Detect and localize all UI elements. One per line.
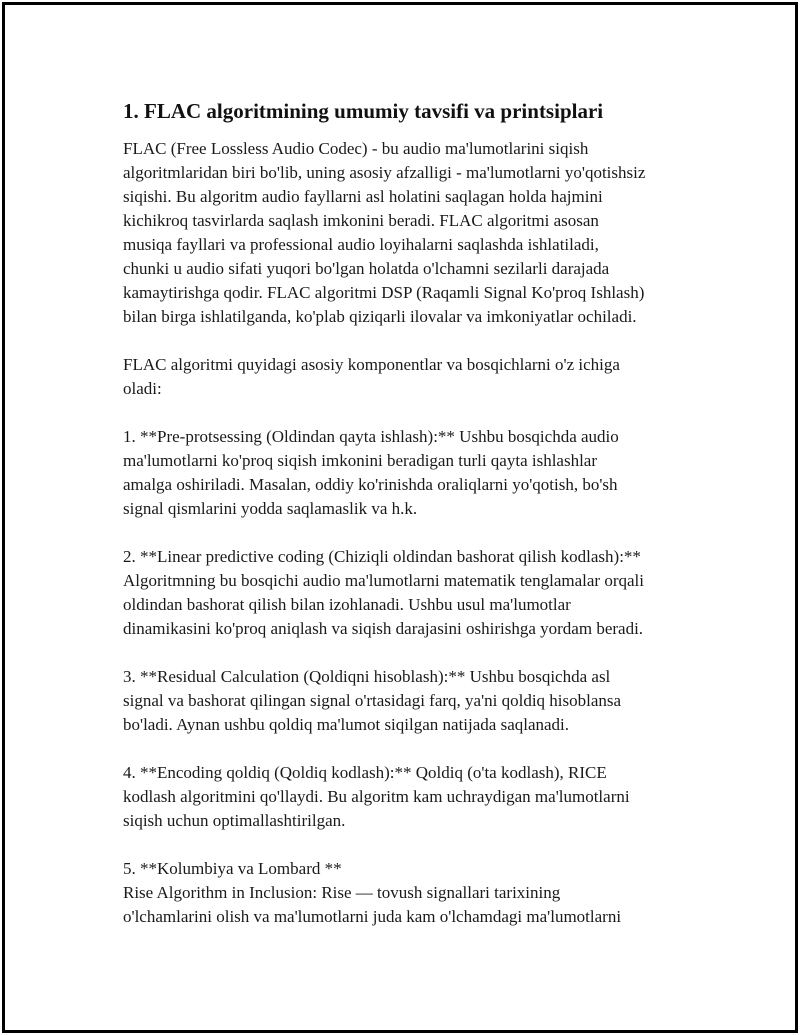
step-1-paragraph: 1. **Pre-protsessing (Oldindan qayta ishlash):** Ushbu bosqichda audio ma'lumotlarni ko'proq siqish imkonini beradigan turli qayta ishlashlar amalga oshiriladi. Masalan, oddiy ko'rinishda oraliqlarni yo'qotish, bo'sh signal qismlarini yodda saqlamaslik va h.k. xyxy=(123,427,619,518)
page-frame xyxy=(2,2,798,1033)
step-2-paragraph: 2. **Linear predictive coding (Chiziqli oldindan bashorat qilish kodlash):** Algoritmning bu bosqichi audio ma'lumotlarni matematik tenglamalar orqali oldindan bashorat qilish bilan izohlanadi. Ushbu usul ma'lumotlar dinamikasini ko'proq aniqlash va siqish darajasini oshirishga yordam beradi. xyxy=(123,547,644,638)
intro-paragraph: FLAC (Free Lossless Audio Codec) - bu audio ma'lumotlarini siqish algoritmlaridan biri bo'lib, uning asosiy afzalligi - ma'lumotlarni yo'qotishsiz siqishi. Bu algoritm audio fayllarni asl holatini saqlagan holda hajmini kichikroq tasvirlarda saqlash imkonini beradi. FLAC algoritmi asosan musiqa fayllari va professional audio loyihalarni saqlashda ishlatiladi, chunki u audio sifati yuqori bo'lgan holatda o'lchamni sezilarli darajada kamaytirishga qodir. FLAC algoritmi DSP (Raqamli Signal Ko'proq Ishlash) bilan birga ishlatilganda, ko'plab qiziqarli ilovalar va imkoniyatlar ochiladi. xyxy=(123,139,646,326)
step-3-paragraph: 3. **Residual Calculation (Qoldiqni hisoblash):** Ushbu bosqichda asl signal va bashorat qilingan signal o'rtasidagi farq, ya'ni qoldiq hisoblansa bo'ladi. Aynan ushbu qoldiq ma'lumot siqilgan natijada saqlanadi. xyxy=(123,667,622,734)
step-5-paragraph: 5. **Kolumbiya va Lombard ** Rise Algorithm in Inclusion: Rise — tovush signallari tarixining o'lchamlarini olish va ma'lumotlarni juda kam o'lchamdagi ma'lumotlarni xyxy=(123,859,622,926)
section-heading: 1. FLAC algoritmining umumiy tavsifi va printsiplari xyxy=(123,99,604,123)
components-intro-paragraph: FLAC algoritmi quyidagi asosiy komponentlar va bosqichlarni o'z ichiga oladi: xyxy=(123,355,620,398)
step-4-paragraph: 4. **Encoding qoldiq (Qoldiq kodlash):** Qoldiq (o'ta kodlash), RICE kodlash algoritmini qo'llaydi. Bu algoritm kam uchraydigan ma'lumotlarni siqish uchun optimallashtirilgan. xyxy=(123,763,630,830)
document-body xyxy=(123,97,713,929)
